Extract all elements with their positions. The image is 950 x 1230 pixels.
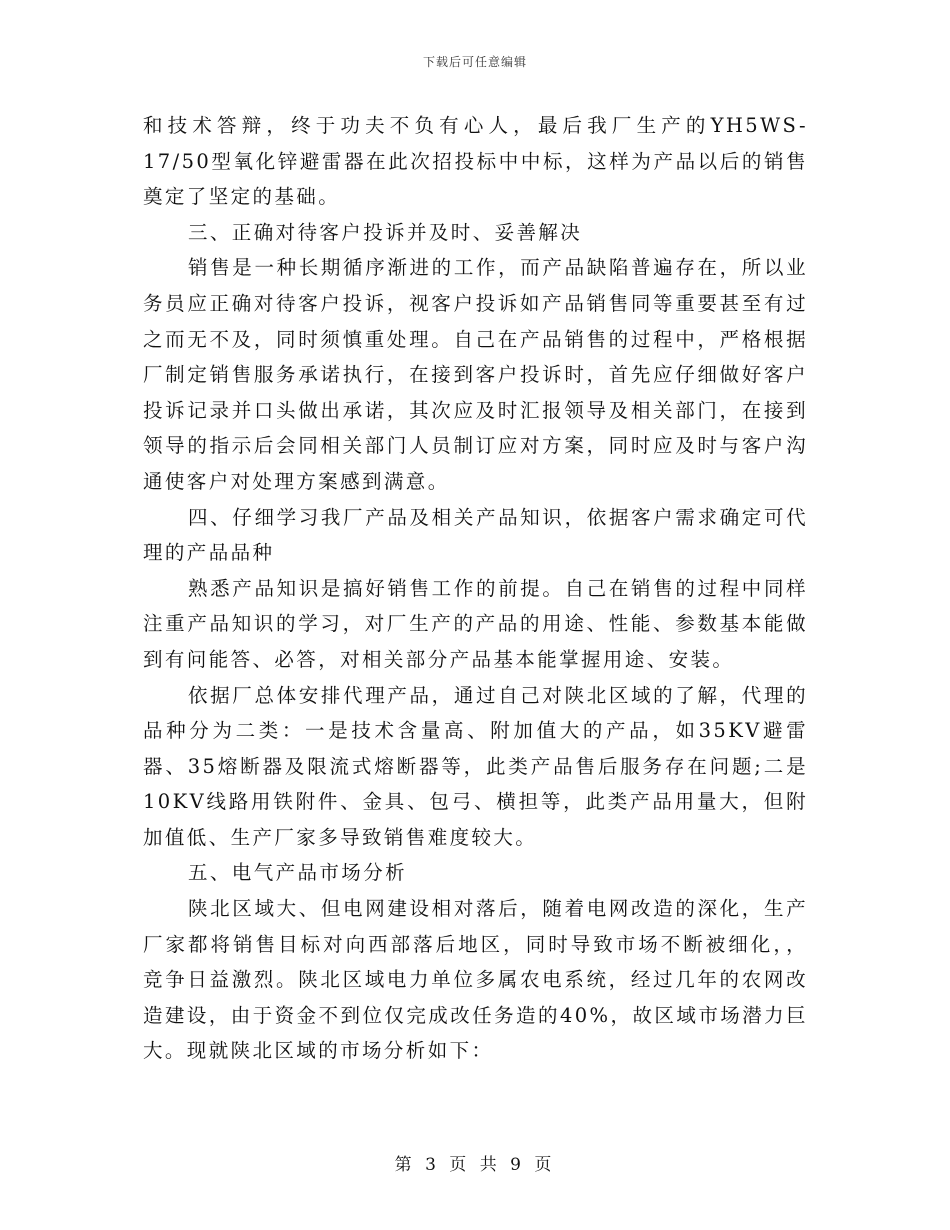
section-heading-4: 四、仔细学习我厂产品及相关产品知识，依据客户需求确定可代理的产品品种 bbox=[143, 505, 808, 565]
page-header: 下载后可任意编辑 bbox=[422, 55, 527, 69]
paragraph-1: 和技术答辩，终于功夫不负有心人，最后我厂生产的YH5WS-17/50型氧化锌避雷器在此次招投标中中标，这样为产品以后的销售奠定了坚定的基础。 bbox=[143, 114, 808, 209]
paragraph-5: 陕北区域大、但电网建设相对落后，随着电网改造的深化，生产厂家都将销售目标对向西部落后地区，同时导致市场不断被细化，，竞争日益激烈。陕北区域电力单位多属农电系统，经过几年的农网改造建设，由于资金不到位仅完成改任务造的40%，故区域市场潜力巨大。现就陕北区域的市场分析如下： bbox=[143, 897, 808, 1063]
section-heading-5: 五、电气产品市场分析 bbox=[188, 861, 408, 885]
section-heading-3: 三、正确对待客户投诉并及时、妥善解决 bbox=[188, 220, 583, 244]
document-body bbox=[143, 108, 808, 1069]
paragraph-3: 熟悉产品知识是搞好销售工作的前提。自己在销售的过程中同样注重产品知识的学习，对厂生产的产品的用途、性能、参数基本能做到有问能答、必答，对相关部分产品基本能掌握用途、安装。 bbox=[143, 576, 808, 671]
paragraph-4: 依据厂总体安排代理产品，通过自己对陕北区域的了解，代理的品种分为二类：一是技术含量高、附加值大的产品，如35KV避雷器、35熔断器及限流式熔断器等，此类产品售后服务存在问题;二是10KV线路用铁附件、金具、包弓、横担等，此类产品用量大，但附加值低、生产厂家多导致销售难度较大。 bbox=[143, 683, 808, 849]
page-footer: 第 3 页 共 9 页 bbox=[394, 1155, 556, 1175]
paragraph-2: 销售是一种长期循序渐进的工作，而产品缺陷普遍存在，所以业务员应正确对待客户投诉，视客户投诉如产品销售同等重要甚至有过之而无不及，同时须慎重处理。自己在产品销售的过程中，严格根据厂制定销售服务承诺执行，在接到客户投诉时，首先应仔细做好客户投诉记录并口头做出承诺，其次应及时汇报领导及相关部门，在接到领导的指示后会同相关部门人员制订应对方案，同时应及时与客户沟通使客户对处理方案感到满意。 bbox=[143, 256, 808, 493]
